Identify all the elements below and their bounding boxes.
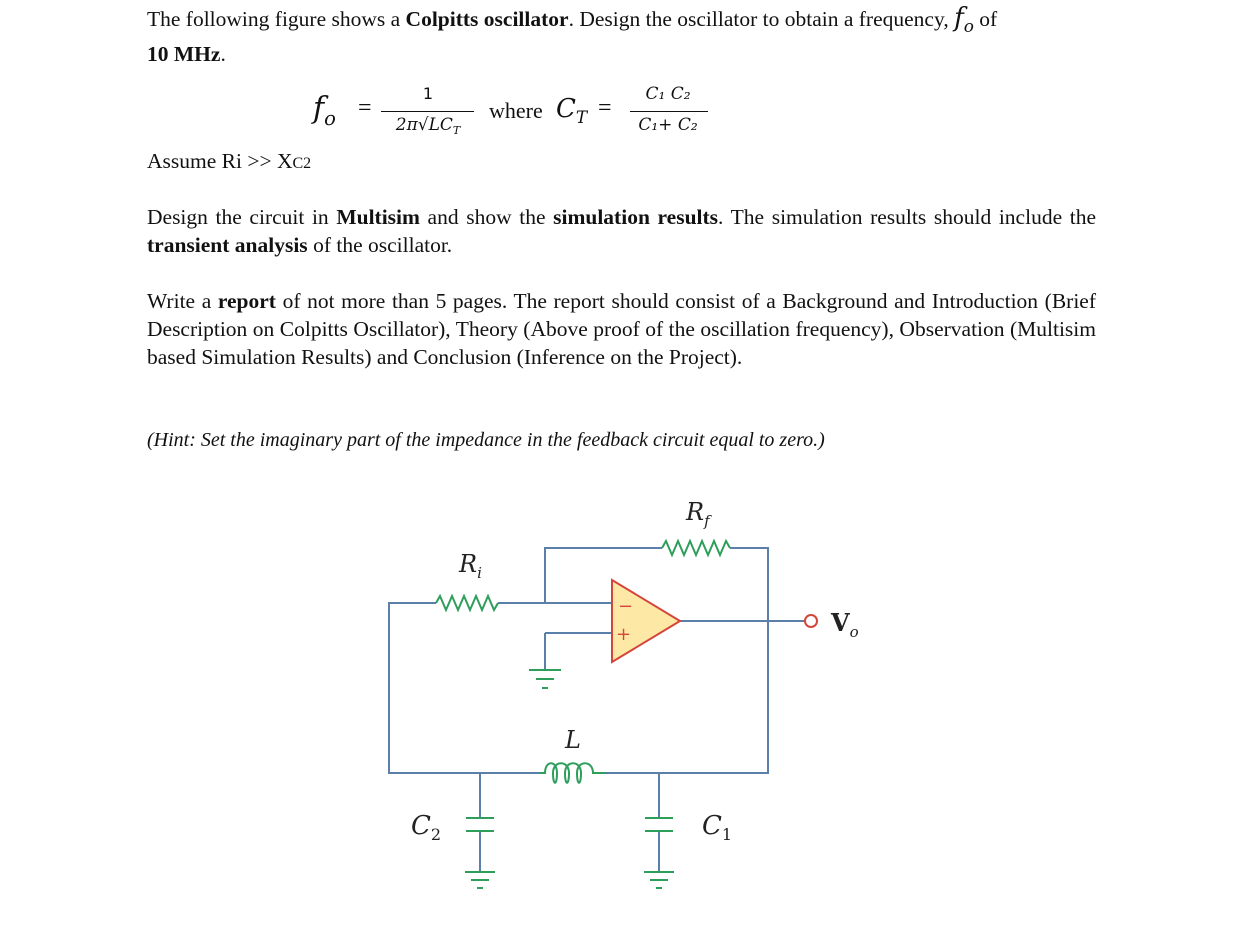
- feedback-wire-left: [545, 548, 662, 603]
- ground-icon: [644, 872, 674, 888]
- intro-strong: Colpitts oscillator: [405, 7, 569, 31]
- label-c1: $C_1$: [702, 811, 733, 844]
- left-loop-wire: [389, 603, 540, 773]
- bold-simulation-results: simulation results: [553, 205, 719, 229]
- intro-of: of: [973, 7, 998, 31]
- label-l: L: [565, 726, 581, 754]
- opamp-triangle: [612, 580, 680, 662]
- ground-icon: [465, 872, 495, 888]
- bold-transient-analysis: transient analysis: [147, 233, 308, 257]
- inductor-l: [540, 763, 606, 783]
- formula-numerator: 1: [422, 84, 434, 103]
- intro-text-2: . Design the oscillator to obtain a frequency,: [568, 7, 955, 31]
- label-vo: $V_o$: [831, 608, 859, 641]
- label-rf: $R_f$: [686, 498, 710, 530]
- formula-denominator: $2\pi√LC_T$: [395, 115, 461, 137]
- resistor-rf: [662, 541, 730, 555]
- formula-ct-equals: =: [598, 95, 612, 121]
- design-paragraph: Design the circuit in Multisim and show the simulation results. The simulation results should include the transient analysis of the oscillator.: [147, 205, 1096, 257]
- report-paragraph: Write a report of not more than 5 pages. The report should consist of a Background and Introduction (Brief Description on Colpitts Oscillator), Theory (Above proof of the oscillation frequency), Observation (Multisim based Simulation Results) and Conclusion (Inference on the Project).: [147, 289, 1096, 369]
- assume-line: Assume Ri >> XC2: [147, 149, 312, 173]
- opamp-minus-sign: −: [618, 596, 634, 617]
- output-node-icon: [805, 615, 817, 627]
- label-ri: $R_i$: [459, 550, 482, 582]
- ground-icon: [529, 670, 561, 688]
- opamp-plus-sign: +: [616, 624, 632, 645]
- formula-ct-numerator: C₁ C₂: [645, 84, 691, 104]
- resistor-ri: [436, 596, 498, 610]
- formula-fo: $f_o$: [313, 91, 336, 130]
- formula-where: where: [489, 98, 543, 123]
- hint-text: (Hint: Set the imaginary part of the impedance in the feedback circuit equal to zero.): [147, 429, 825, 451]
- bold-report: report: [217, 289, 276, 313]
- feedback-wire-right: [606, 548, 768, 773]
- capacitor-c1: [645, 818, 673, 831]
- formula-equals: =: [358, 95, 372, 121]
- formula-ct-denominator: C₁+ C₂: [638, 115, 698, 135]
- fo-symbol: $f_o$: [954, 3, 974, 36]
- intro-text: The following figure shows a: [147, 7, 406, 31]
- intro-frequency: 10 MHz: [147, 41, 221, 66]
- intro-paragraph: The following figure shows a Colpitts oscillator. Design the oscillator to obtain a frequency, $f_o$ of 10 MHz.: [147, 3, 998, 66]
- capacitor-c2: [466, 818, 494, 831]
- formula-ct: $C_T$: [556, 94, 588, 127]
- bold-multisim: Multisim: [336, 205, 420, 229]
- label-c2: $C_2$: [411, 811, 442, 844]
